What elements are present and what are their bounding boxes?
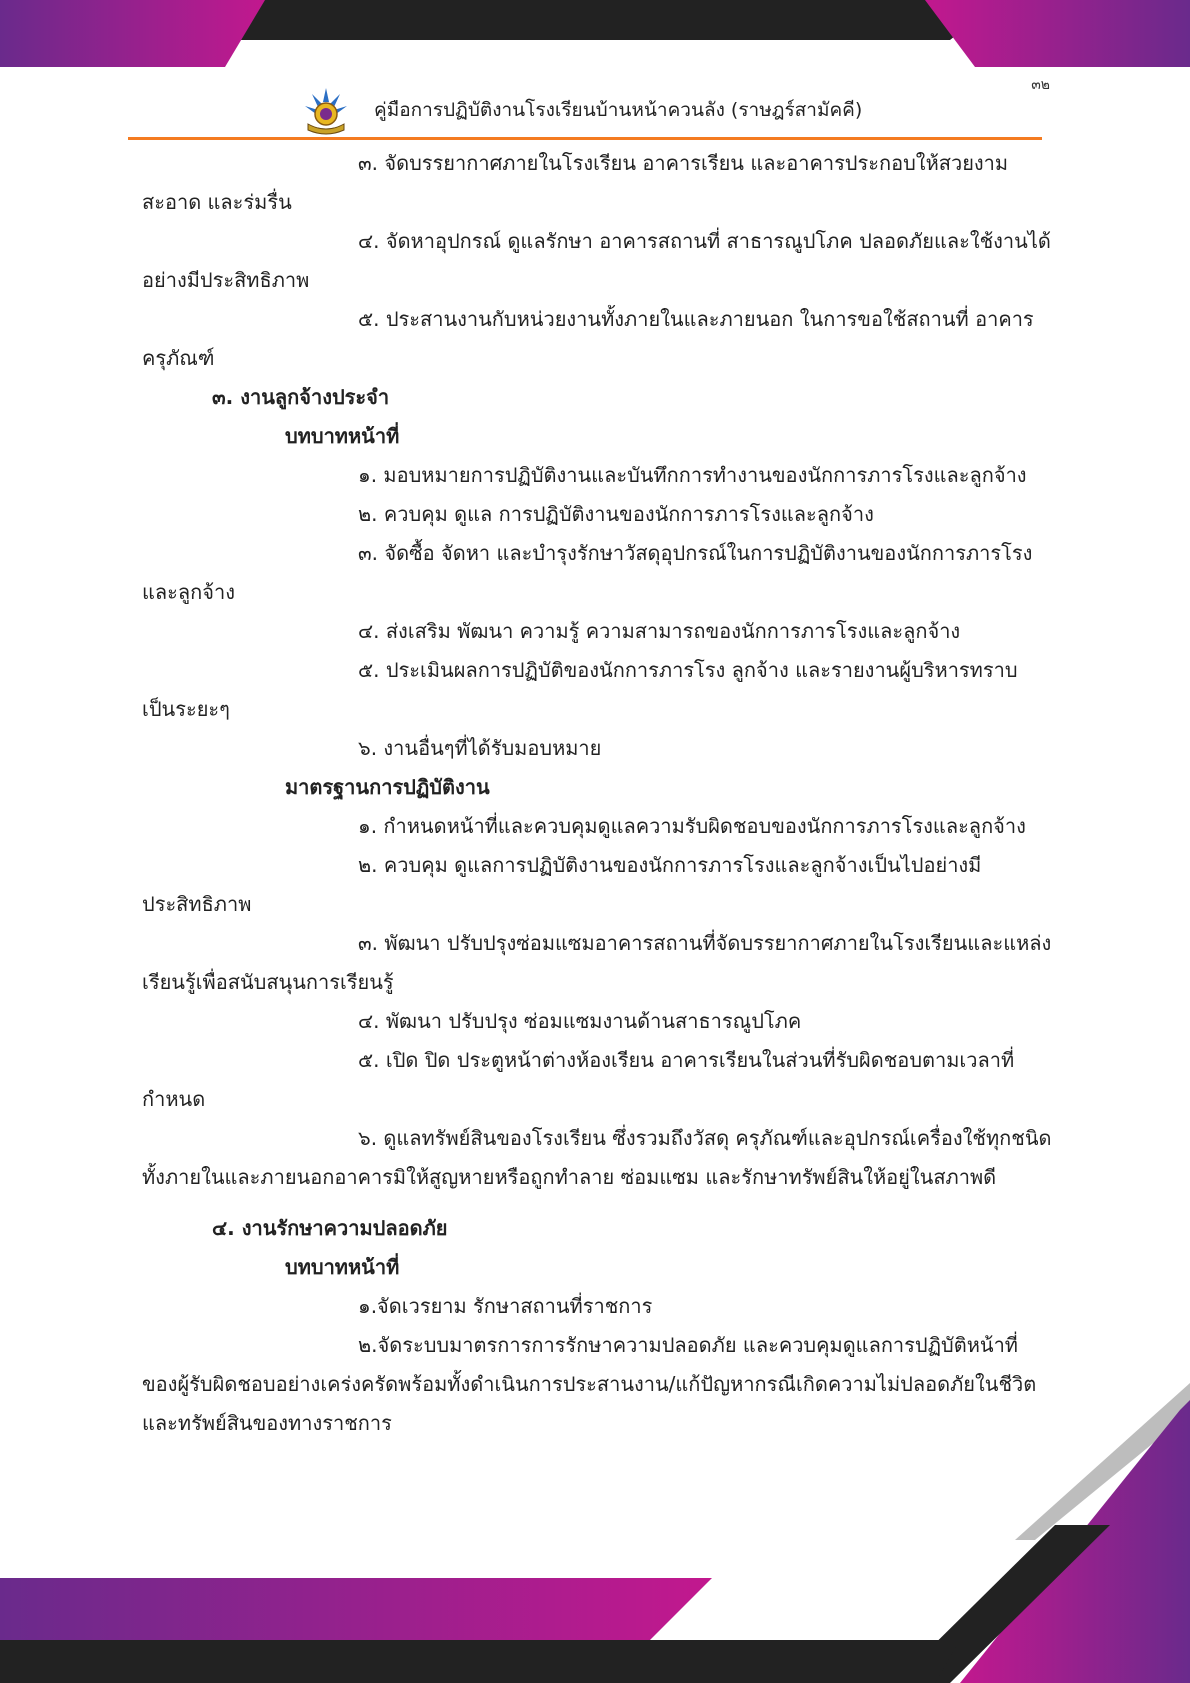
sec3-duty-1: ๑. มอบหมายการปฏิบัติงานและบันทึกการทำงานของนักการภารโรงและลูกจ้าง xyxy=(358,463,1027,487)
intro-item-5: ๕. ประสานงานกับหน่วยงานทั้งภายในและภายนอก ในการขอใช้สถานที่ อาคาร xyxy=(358,307,1034,331)
section-4-heading: ๔. งานรักษาความปลอดภัย xyxy=(212,1216,448,1240)
document-header xyxy=(300,84,862,136)
sec3-standard-4: ๔. พัฒนา ปรับปรุง ซ่อมแซมงานด้านสาธารณูปโภค xyxy=(358,1009,802,1033)
sec3-duty-5-cont: เป็นระยะๆ xyxy=(142,697,230,721)
school-emblem-icon xyxy=(300,84,352,136)
sec3-standard-5-cont: กำหนด xyxy=(142,1087,206,1111)
document-title: คู่มือการปฏิบัติงานโรงเรียนบ้านหน้าควนลัง (ราษฎร์สามัคคี) xyxy=(374,99,863,121)
sec4-duty-2: ๒.จัดระบบมาตรการการรักษาความปลอดภัย และควบคุมดูแลการปฏิบัติหน้าที่ xyxy=(358,1333,1018,1357)
sec3-standard-2-cont: ประสิทธิภาพ xyxy=(142,892,252,916)
sec3-duty-4: ๔. ส่งเสริม พัฒนา ความรู้ ความสามารถของนักการภารโรงและลูกจ้าง xyxy=(358,619,961,643)
top-right-accent xyxy=(925,0,1190,67)
bottom-left-accent xyxy=(0,1578,712,1640)
intro-item-4: ๔. จัดหาอุปกรณ์ ดูแลรักษา อาคารสถานที่ สาธารณูปโภค ปลอดภัยและใช้งานได้ xyxy=(358,229,1051,253)
section-3-standards-heading: มาตรฐานการปฏิบัติงาน xyxy=(285,775,490,799)
sec3-standard-6-cont: ทั้งภายในและภายนอกอาคารมิให้สูญหายหรือถูกทำลาย ซ่อมแซม และรักษาทรัพย์สินให้อยู่ในสภาพดี xyxy=(142,1165,997,1189)
sec3-duty-3-cont: และลูกจ้าง xyxy=(142,580,235,604)
intro-item-5-cont: ครุภัณฑ์ xyxy=(142,346,215,370)
header-divider xyxy=(128,137,1042,140)
top-left-accent xyxy=(0,0,265,67)
sec4-duty-2-cont-1: ของผู้รับผิดชอบอย่างเคร่งครัดพร้อมทั้งดำเนินการประสานงาน/แก้ปัญหากรณีเกิดความไม่ปลอดภัยในชีวิต xyxy=(142,1372,1037,1396)
bottom-dark-band xyxy=(0,1640,960,1683)
intro-item-3: ๓. จัดบรรยากาศภายในโรงเรียน อาคารเรียน และอาคารประกอบให้สวยงาม xyxy=(358,151,1009,175)
intro-item-3-cont: สะอาด และร่มรื่น xyxy=(142,190,292,214)
sec3-duty-6: ๖. งานอื่นๆที่ได้รับมอบหมาย xyxy=(358,736,602,760)
sec3-standard-5: ๕. เปิด ปิด ประตูหน้าต่างห้องเรียน อาคารเรียนในส่วนที่รับผิดชอบตามเวลาที่ xyxy=(358,1048,1015,1072)
sec4-duty-2-cont-2: และทรัพย์สินของทางราชการ xyxy=(142,1411,392,1435)
sec3-standard-1: ๑. กำหนดหน้าที่และควบคุมดูแลความรับผิดชอบของนักการภารโรงและลูกจ้าง xyxy=(358,814,1026,838)
sec3-standard-6: ๖. ดูแลทรัพย์สินของโรงเรียน ซึ่งรวมถึงวัสดุ ครุภัณฑ์และอุปกรณ์เครื่องใช้ทุกชนิด xyxy=(358,1126,1052,1150)
sec3-standard-3-cont: เรียนรู้เพื่อสนับสนุนการเรียนรู้ xyxy=(142,970,394,994)
sec3-standard-3: ๓. พัฒนา ปรับปรุงซ่อมแซมอาคารสถานที่จัดบรรยากาศภายในโรงเรียนและแหล่ง xyxy=(358,931,1052,955)
document-body xyxy=(142,144,1052,1443)
section-3-heading: ๓. งานลูกจ้างประจำ xyxy=(212,385,390,409)
page-number: ๓๒ xyxy=(1031,77,1050,93)
sec3-duty-3: ๓. จัดซื้อ จัดหา และบำรุงรักษาวัสดุอุปกรณ์ในการปฏิบัติงานของนักการภารโรง xyxy=(358,541,1033,565)
intro-item-4-cont: อย่างมีประสิทธิภาพ xyxy=(142,268,310,292)
sec3-duty-5: ๕. ประเมินผลการปฏิบัติของนักการภารโรง ลูกจ้าง และรายงานผู้บริหารทราบ xyxy=(358,658,1018,682)
sec3-duty-2: ๒. ควบคุม ดูแล การปฏิบัติงานของนักการภารโรงและลูกจ้าง xyxy=(358,502,874,526)
top-dark-band xyxy=(230,0,1000,40)
sec4-duty-1: ๑.จัดเวรยาม รักษาสถานที่ราชการ xyxy=(358,1294,653,1318)
section-4-duties-heading: บทบาทหน้าที่ xyxy=(285,1255,400,1279)
sec3-standard-2: ๒. ควบคุม ดูแลการปฏิบัติงานของนักการภารโรงและลูกจ้างเป็นไปอย่างมี xyxy=(358,853,982,877)
section-3-duties-heading: บทบาทหน้าที่ xyxy=(285,424,400,448)
